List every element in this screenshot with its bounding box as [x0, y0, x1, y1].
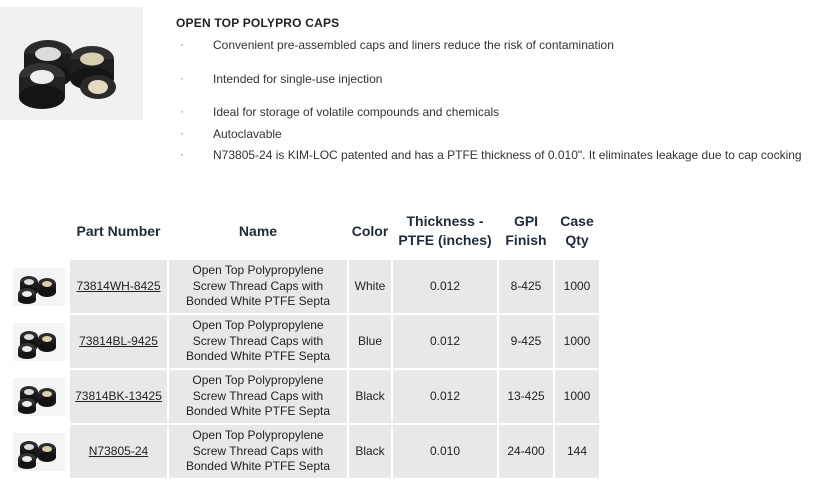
header-color [349, 206, 391, 256]
bullet-marker: · [180, 147, 184, 161]
qty-cell: 1000 [555, 315, 599, 368]
name-line: Open Top Polypropylene [192, 318, 324, 333]
product-image [0, 7, 143, 120]
bullet-marker: · [180, 104, 184, 118]
name-line: Bonded White PTFE Septa [185, 404, 331, 419]
feature-text: Intended for single-use injection [213, 72, 383, 86]
table-row [0, 425, 600, 478]
header-label: Part Number [76, 222, 161, 239]
color-cell: Blue [349, 315, 391, 368]
part-number-cell [70, 315, 167, 368]
name-line: Bonded White PTFE Septa [185, 459, 331, 474]
table-row [0, 370, 600, 423]
bullet-marker: · [180, 126, 184, 140]
part-number-cell [70, 370, 167, 423]
product-title: OPEN TOP POLYPRO CAPS [176, 16, 340, 30]
header-label: Finish [505, 232, 547, 248]
name-cell [169, 260, 347, 313]
qty-cell: 1000 [555, 370, 599, 423]
name-cell [169, 370, 347, 423]
qty-cell: 1000 [555, 260, 599, 313]
table-row [0, 260, 600, 313]
header-part-number [70, 206, 167, 256]
header-label: Color [351, 222, 389, 239]
part-number-cell [70, 260, 167, 313]
header-name [169, 206, 347, 256]
cap-thumbnail-icon [13, 433, 65, 471]
gpi-cell: 8-425 [499, 260, 553, 313]
gpi-cell: 24-400 [499, 425, 553, 478]
name-line: Bonded White PTFE Septa [185, 294, 331, 309]
header-label: Thickness - [406, 213, 484, 229]
name-line: Screw Thread Caps with [192, 388, 324, 403]
cap-thumbnail-icon [13, 378, 65, 416]
table-row [0, 315, 600, 368]
name-line: Bonded White PTFE Septa [185, 349, 331, 364]
name-line: Open Top Polypropylene [192, 373, 324, 388]
part-number-link[interactable]: 73814BK-13425 [75, 388, 162, 403]
name-line: Open Top Polypropylene [192, 263, 324, 278]
part-number-link[interactable]: 73814BL-9425 [79, 333, 158, 348]
thickness-cell: 0.010 [393, 425, 497, 478]
header-thickness [393, 206, 497, 256]
part-number-link[interactable]: N73805-24 [88, 443, 149, 458]
cap-thumbnail-icon [13, 268, 65, 306]
gpi-cell: 9-425 [499, 315, 553, 368]
header-label: PTFE (inches) [398, 232, 492, 248]
header-label: GPI [513, 213, 539, 229]
bullet-marker: · [180, 71, 184, 85]
feature-text: Ideal for storage of volatile compounds and chemicals [213, 105, 500, 119]
header-gpi-finish [499, 206, 553, 256]
part-number-link[interactable]: 73814WH-8425 [76, 278, 161, 293]
thickness-cell: 0.012 [393, 260, 497, 313]
feature-text: Convenient pre-assembled caps and liners reduce the risk of contamination [213, 38, 614, 52]
feature-text: N73805-24 is KIM-LOC patented and has a PTFE thickness of 0.010". It eliminates leakage due to cap cocking [213, 148, 802, 162]
name-line: Screw Thread Caps with [192, 333, 324, 348]
name-line: Screw Thread Caps with [192, 278, 324, 293]
header-label: Case [560, 213, 594, 229]
color-cell: Black [349, 425, 391, 478]
color-cell: Black [349, 370, 391, 423]
name-line: Open Top Polypropylene [192, 428, 324, 443]
thickness-cell: 0.012 [393, 370, 497, 423]
header-label: Qty [565, 232, 589, 248]
gpi-cell: 13-425 [499, 370, 553, 423]
name-line: Screw Thread Caps with [192, 443, 324, 458]
name-cell [169, 425, 347, 478]
header-label: Name [238, 222, 278, 239]
cap-thumbnail-icon [13, 323, 65, 361]
name-cell [169, 315, 347, 368]
header-case-qty [555, 206, 599, 256]
bullet-marker: · [180, 37, 184, 51]
feature-text: Autoclavable [213, 127, 282, 141]
qty-cell: 144 [555, 425, 599, 478]
part-number-cell [70, 425, 167, 478]
color-cell: White [349, 260, 391, 313]
caps-photo-icon [0, 7, 143, 120]
thickness-cell: 0.012 [393, 315, 497, 368]
